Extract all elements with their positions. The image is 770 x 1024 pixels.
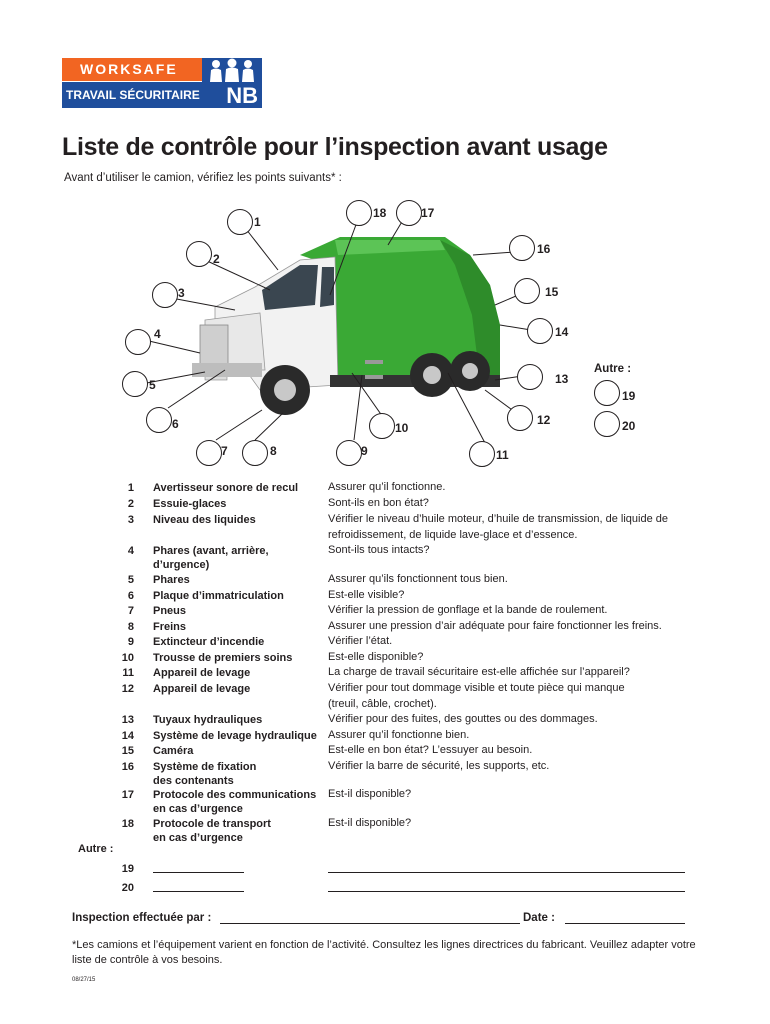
checklist-number: 6 xyxy=(127,590,134,602)
callout-20 xyxy=(594,411,620,437)
callout-number-8: 8 xyxy=(270,444,277,458)
callout-number-10: 10 xyxy=(395,421,409,435)
callout-19 xyxy=(594,380,620,406)
callout-number-11: 11 xyxy=(496,448,509,462)
checklist-number: 12 xyxy=(121,683,134,695)
checklist-action: Vérifier le niveau d’huile moteur, d’huile de transmission, de liquide de refroidissement, de liquide lave-glace et d’essence. xyxy=(328,513,668,541)
worksafe-logo xyxy=(62,58,262,109)
checklist-number: 3 xyxy=(127,514,134,526)
callout-1 xyxy=(227,209,253,235)
logo-worksafe-text: WORKSAFE xyxy=(62,58,202,81)
autre-list-label: Autre : xyxy=(78,843,114,855)
checklist-item: Extincteur d’incendie xyxy=(153,636,265,648)
callout-number-13: 13 xyxy=(555,372,569,386)
callout-number-14: 14 xyxy=(555,325,569,339)
inspection-label: Inspection effectuée par : xyxy=(72,912,212,924)
callout-17 xyxy=(396,200,422,226)
callout-number-7: 7 xyxy=(221,444,228,458)
callout-number-18: 18 xyxy=(373,206,387,220)
checklist-number: 20 xyxy=(121,882,134,894)
checklist-item: Pneus xyxy=(153,605,187,617)
callout-number-2: 2 xyxy=(213,252,220,266)
document-code: 08/27/15 xyxy=(72,977,96,983)
checklist-number: 13 xyxy=(121,714,134,726)
callout-number-3: 3 xyxy=(178,286,185,300)
callout-6 xyxy=(146,407,172,433)
checklist-item: Appareil de levage xyxy=(153,667,251,679)
callout-8 xyxy=(242,440,268,466)
callout-11 xyxy=(469,441,495,467)
date-field[interactable] xyxy=(565,923,685,924)
checklist-action: La charge de travail sécuritaire est-elle affichée sur l’appareil? xyxy=(328,666,630,678)
diagram-autre-label: Autre : xyxy=(594,363,632,375)
checklist-number: 15 xyxy=(121,745,134,757)
checklist-action: Est-il disponible? xyxy=(328,817,412,829)
callout-number-5: 5 xyxy=(149,378,156,392)
callout-number-12: 12 xyxy=(537,413,551,427)
checklist-action: Est-elle visible? xyxy=(328,589,405,601)
callout-10 xyxy=(369,413,395,439)
callout-2 xyxy=(186,241,212,267)
checklist-number: 10 xyxy=(121,652,134,664)
checklist-number: 17 xyxy=(121,789,134,801)
inspector-name-field[interactable] xyxy=(220,923,520,924)
checklist-item: Phares (avant, arrière, d’urgence) xyxy=(153,545,269,571)
checklist-action: Vérifier pour des fuites, des gouttes ou des dommages. xyxy=(328,713,598,725)
checklist-item: Tuyaux hydrauliques xyxy=(153,714,263,726)
callout-5 xyxy=(122,371,148,397)
checklist-item: Protocole de transport en cas d’urgence xyxy=(153,818,271,844)
callout-number-15: 15 xyxy=(545,285,559,299)
autre-action-field[interactable] xyxy=(328,891,685,892)
callout-number-6: 6 xyxy=(172,417,179,431)
checklist-item: Caméra xyxy=(153,745,194,757)
callout-13 xyxy=(517,364,543,390)
callout-7 xyxy=(196,440,222,466)
checklist-number: 2 xyxy=(127,498,134,510)
autre-row-19 xyxy=(0,862,770,878)
callout-number-4: 4 xyxy=(154,327,161,341)
callout-14 xyxy=(527,318,553,344)
checklist-item: Appareil de levage xyxy=(153,683,251,695)
checklist-item: Système de fixation des contenants xyxy=(153,761,257,787)
checklist-number: 18 xyxy=(121,818,134,830)
checklist-number: 8 xyxy=(127,621,134,633)
checklist-action: Sont-ils en bon état? xyxy=(328,497,429,509)
checklist-action: Est-il disponible? xyxy=(328,788,412,800)
checklist-action: Vérifier l’état. xyxy=(328,635,393,647)
checklist-action: Vérifier la pression de gonflage et la bande de roulement. xyxy=(328,604,608,616)
callout-number-17: 17 xyxy=(421,206,435,220)
callout-number-1: 1 xyxy=(254,215,261,229)
checklist-action: Assurer qu’il fonctionne. xyxy=(328,481,446,493)
checklist-action: Vérifier pour tout dommage visible et toute pièce qui manque (treuil, câble, crochet). xyxy=(328,682,625,710)
checklist-action: Assurer une pression d’air adéquate pour faire fonctionner les freins. xyxy=(328,620,662,632)
checklist-item: Avertisseur sonore de recul xyxy=(153,482,299,494)
truck-diagram xyxy=(0,195,770,475)
checklist-action: Est-elle disponible? xyxy=(328,651,424,663)
checklist-item: Phares xyxy=(153,574,190,586)
checklist-number: 4 xyxy=(127,545,134,557)
checklist-number: 16 xyxy=(121,761,134,773)
checklist-number: 19 xyxy=(121,863,134,875)
checklist-number: 5 xyxy=(127,574,134,586)
footnote: *Les camions et l’équipement varient en fonction de l’activité. Consultez les lignes directrices du fabricant. Veuillez adapter votre liste de contrôle à vos besoins. xyxy=(72,939,696,966)
checklist-action: Assurer qu’ils fonctionnent tous bien. xyxy=(328,573,508,585)
checklist-item: Essuie-glaces xyxy=(153,498,227,510)
logo-nb-text: NB xyxy=(212,82,262,108)
callout-number-9: 9 xyxy=(361,444,368,458)
checklist-item: Niveau des liquides xyxy=(153,514,256,526)
checklist-action: Est-elle en bon état? L’essuyer au besoin. xyxy=(328,744,533,756)
checklist-number: 1 xyxy=(127,482,134,494)
autre-item-field[interactable] xyxy=(153,891,244,892)
callout-number-19: 19 xyxy=(622,389,636,403)
callout-16 xyxy=(509,235,535,261)
checklist-number: 7 xyxy=(127,605,134,617)
page-subtitle: Avant d’utiliser le camion, vérifiez les points suivants* : xyxy=(64,172,342,184)
callout-12 xyxy=(507,405,533,431)
checklist-number: 11 xyxy=(122,667,134,679)
checklist-item: Protocole des communications en cas d’urgence xyxy=(153,789,317,815)
callout-18 xyxy=(346,200,372,226)
callout-number-16: 16 xyxy=(537,242,551,256)
checklist-item: Plaque d’immatriculation xyxy=(153,590,284,602)
checklist-item: Freins xyxy=(153,621,187,633)
date-label: Date : xyxy=(523,912,555,924)
callout-9 xyxy=(336,440,362,466)
logo-travail-text: TRAVAIL SÉCURITAIRE xyxy=(62,82,212,108)
checklist-action: Vérifier la barre de sécurité, les supports, etc. xyxy=(328,760,550,772)
autre-row-20 xyxy=(0,881,770,897)
checklist-item: Système de levage hydraulique xyxy=(153,730,317,742)
logo-people-icon xyxy=(202,58,262,82)
checklist-action: Assurer qu’il fonctionne bien. xyxy=(328,729,470,741)
callout-3 xyxy=(152,282,178,308)
autre-item-field[interactable] xyxy=(153,872,244,873)
checklist-number: 14 xyxy=(121,730,134,742)
checklist-item: Trousse de premiers soins xyxy=(153,652,293,664)
checklist-action: Sont-ils tous intacts? xyxy=(328,544,430,556)
autre-action-field[interactable] xyxy=(328,872,685,873)
checklist-number: 9 xyxy=(127,636,134,648)
page-title: Liste de contrôle pour l’inspection avant usage xyxy=(62,133,608,161)
callout-15 xyxy=(514,278,540,304)
callout-4 xyxy=(125,329,151,355)
callout-number-20: 20 xyxy=(622,419,636,433)
